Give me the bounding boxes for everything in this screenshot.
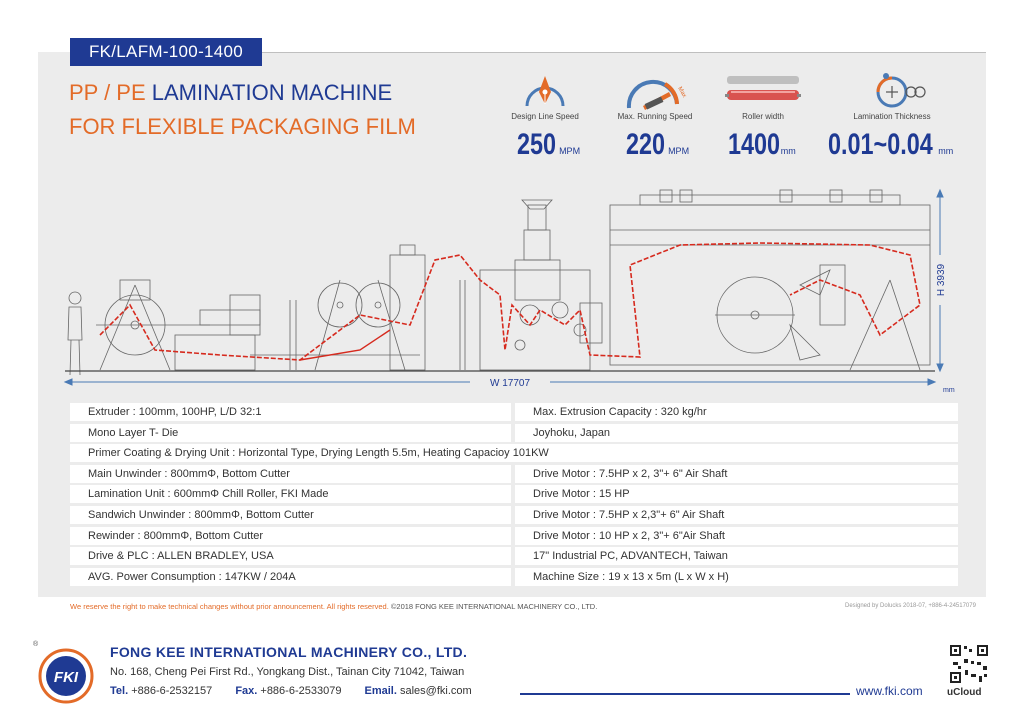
fax-value: +886-6-2533079: [260, 685, 342, 697]
table-cell: 17" Industrial PC, ADVANTECH, Taiwan: [515, 547, 958, 565]
spec-unit: MPM: [559, 146, 581, 156]
table-cell: Drive & PLC : ALLEN BRADLEY, USA: [70, 547, 511, 565]
footer-rule: [520, 693, 850, 695]
spec-label: Design Line Speed: [511, 112, 579, 121]
title-line-1: [69, 80, 392, 106]
company-address: No. 168, Cheng Pei First Rd., Yongkang Dist., Tainan City 71042, Taiwan: [110, 666, 465, 678]
table-row: [70, 424, 958, 442]
rewinder: [610, 190, 930, 370]
ucloud-label: uCloud: [947, 687, 982, 698]
width-label: W 17707: [489, 378, 531, 389]
spec-unit: mm: [780, 146, 796, 156]
height-label: H 3939: [936, 263, 947, 297]
table-cell: Rewinder : 800mmΦ, Bottom Cutter: [70, 527, 511, 545]
spec-table: [70, 403, 958, 588]
operator-figure-icon: [68, 292, 82, 375]
main-unwinder: [96, 280, 210, 370]
registered-mark: ®: [33, 641, 39, 648]
spec-value: 250: [517, 128, 557, 161]
table-row: [70, 568, 958, 586]
website-link[interactable]: www.fki.com: [856, 684, 923, 698]
qr-code-icon: [949, 644, 989, 684]
thickness-rollers-icon: [852, 70, 932, 110]
table-row: [70, 444, 958, 462]
spec-label: Lamination Thickness: [853, 112, 931, 121]
title-rest: LAMINATION MACHINE: [151, 80, 393, 105]
table-cell: Drive Motor : 15 HP: [515, 485, 958, 503]
extruder-and-laminator: [460, 200, 602, 370]
top-rule: [262, 52, 986, 53]
gauge-icon: [615, 70, 695, 110]
company-name: FONG KEE INTERNATIONAL MACHINERY CO., LTD.: [110, 644, 468, 660]
primer-coating-unit: [175, 295, 420, 370]
title-accent: PP / PE: [69, 80, 146, 105]
tel-value[interactable]: +886-6-2532157: [131, 685, 213, 697]
contact-line: [110, 685, 492, 697]
table-cell: Machine Size : 19 x 13 x 5m (L x W x H): [515, 568, 958, 586]
spec-value: 220: [626, 128, 666, 161]
copyright-text: ©2018 FONG KEE INTERNATIONAL MACHINERY CO., LTD.: [390, 602, 598, 611]
table-cell: Primer Coating & Drying Unit : Horizontal Type, Drying Length 5.5m, Heating Capacioy 101KW: [70, 444, 958, 462]
logo-text: FKI: [53, 669, 79, 686]
speed-pen-icon: [515, 70, 575, 110]
fax-label: Fax.: [235, 685, 258, 697]
disclaimer-text: We reserve the right to make technical changes without prior announcement. All rights reserved.: [70, 602, 389, 611]
spec-lamination-thickness: [822, 70, 962, 161]
table-cell: Drive Motor : 7.5HP x 2,3"+ 6" Air Shaft: [515, 506, 958, 524]
table-cell: Extruder : 100mm, 100HP, L/D 32:1: [70, 403, 511, 421]
table-row: [70, 465, 958, 483]
spec-unit: MPM: [668, 146, 690, 156]
spec-unit: mm: [938, 146, 954, 156]
fki-logo: [38, 648, 94, 704]
table-cell: Max. Extrusion Capacity : 320 kg/hr: [515, 403, 958, 421]
spec-label: Roller width: [742, 112, 784, 121]
spec-value: 0.01~0.04: [828, 128, 933, 161]
machine-diagram: [60, 185, 965, 400]
spec-max-running-speed: [610, 70, 700, 161]
spec-value: 1400: [728, 128, 781, 161]
table-cell: Mono Layer T- Die: [70, 424, 511, 442]
table-cell: Main Unwinder : 800mmΦ, Bottom Cutter: [70, 465, 511, 483]
table-cell: Joyhoku, Japan: [515, 424, 958, 442]
table-cell: AVG. Power Consumption : 147KW / 204A: [70, 568, 511, 586]
spec-roller-width: [718, 70, 808, 161]
table-cell: Drive Motor : 7.5HP x 2, 3"+ 6" Air Shaft: [515, 465, 958, 483]
gauge-max-label: Max: [676, 86, 688, 99]
spec-design-line-speed: [505, 70, 585, 161]
designed-by: Designed by Dolucks 2018-07, +886-4-24517079: [845, 603, 976, 609]
table-cell: Drive Motor : 10 HP x 2, 3"+ 6"Air Shaft: [515, 527, 958, 545]
table-cell: Sandwich Unwinder : 800mmΦ, Bottom Cutter: [70, 506, 511, 524]
disclaimer: [70, 602, 597, 611]
table-row: [70, 506, 958, 524]
table-row: [70, 485, 958, 503]
sandwich-unwinder: [315, 245, 425, 370]
email-link[interactable]: sales@fki.com: [399, 685, 472, 697]
unit-label: mm: [943, 387, 955, 394]
table-row: [70, 547, 958, 565]
spec-label: Max. Running Speed: [617, 112, 693, 121]
email-label: Email.: [364, 685, 397, 697]
title-line-2: FOR FLEXIBLE PACKAGING FILM: [69, 114, 416, 139]
roller-icon: [723, 70, 803, 110]
table-row: [70, 527, 958, 545]
tel-label: Tel.: [110, 685, 129, 697]
web-path: [100, 243, 920, 360]
table-row: [70, 403, 958, 421]
table-cell: Lamination Unit : 600mmΦ Chill Roller, FKI Made: [70, 485, 511, 503]
model-tab: FK/LAFM-100-1400: [70, 38, 262, 66]
